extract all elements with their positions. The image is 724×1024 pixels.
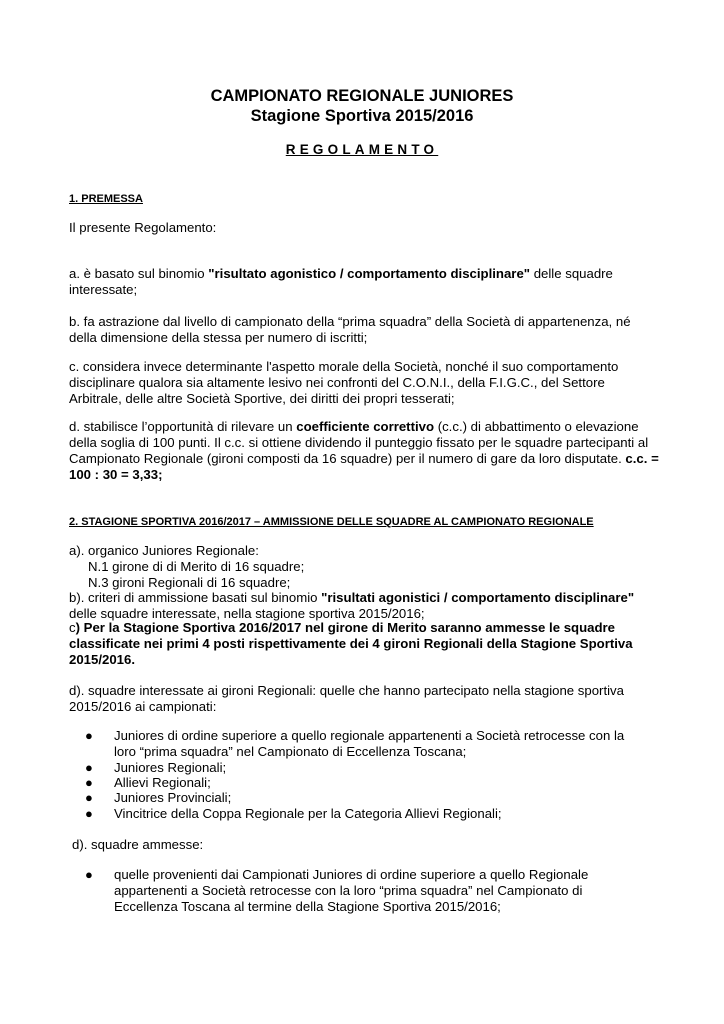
bullet-icon: ● [85,806,93,821]
list-item: Juniores Provinciali; [114,790,232,805]
paragraph-a: a. è basato sul binomio "risultato agonistico / comportamento disciplinare" delle squadre interessate; [69,266,613,297]
paragraph-2d: d). squadre interessate ai gironi Regionali: quelle che hanno partecipato nella stagione sportiva 2015/2016 ai campionati: [69,683,624,714]
squadre-ammesse-line: d). squadre ammesse: [72,837,204,852]
paragraph-2c: c) Per la Stagione Sportiva 2016/2017 nel girone di Merito saranno ammesse le squadre classificate nei primi 4 posti rispettivamente dei 4 gironi Regionali della Stagione Sportiva 2015/2016. [69,620,633,667]
list-item: Juniores di ordine superiore a quello regionale appartenenti a Società retrocesse con la loro “prima squadra” nel Campionato di Eccellenza Toscana; [114,728,625,759]
list-item: Juniores Regionali; [114,760,227,775]
bullet-icon: ● [85,728,93,743]
list-item: quelle provenienti dai Campionati Juniores di ordine superiore a quello Regionale appartenenti a Società retrocesse con la loro “prima squadra” nel Campionato di Eccellenza Toscana al termine della Stagione Sportiva 2015/2016; [114,867,589,914]
paragraph-c: c. considera invece determinante l'aspetto morale della Società, nonché il suo comportamento disciplinare qualora sia altamente lesivo nei confronti del C.O.N.I., della F.I.G.C., del Settore Arbitrale, delle altre Società Sportive, dei diritti dei propri tesserati; [69,359,619,406]
bullet-icon: ● [85,790,93,805]
list-item: Allievi Regionali; [114,775,211,790]
regolamento-heading: REGOLAMENTO [285,142,439,157]
bullet-icon: ● [85,760,93,775]
section-1-heading: 1. PREMESSA [69,193,143,205]
section-2-heading: 2. STAGIONE SPORTIVA 2016/2017 – AMMISSIONE DELLE SQUADRE AL CAMPIONATO REGIONALE [69,516,594,528]
paragraph-2b: b). criteri di ammissione basati sul binomio "risultati agonistici / comportamento disciplinare" delle squadre interessate, nella stagione sportiva 2015/2016; [69,590,635,621]
document-title: CAMPIONATO REGIONALE JUNIORES [210,87,514,105]
organico-line: a). organico Juniores Regionale: [69,543,259,558]
intro-paragraph: Il presente Regolamento: [69,220,217,235]
document-subtitle: Stagione Sportiva 2015/2016 [250,107,474,125]
paragraph-d: d. stabilisce l’opportunità di rilevare un coefficiente correttivo (c.c.) di abbattimento o elevazione della soglia di 100 punti. Il c.c. si ottiene dividendo il punteggio fissato per le squadre partecipanti al Campionato Regionale (gironi composti da 16 squadre) per il numero di gare da loro disputate. c.c. = 100 : 30 = 3,33; [69,419,659,482]
bullet-icon: ● [85,867,93,882]
bullet-icon: ● [85,775,93,790]
list-item: Vincitrice della Coppa Regionale per la Categoria Allievi Regionali; [114,806,502,821]
paragraph-b: b. fa astrazione dal livello di campionato della “prima squadra” della Società di appartenenza, né della dimensione della stessa per numero di iscritti; [69,314,631,345]
regionali-line: N.3 gironi Regionali di 16 squadre; [88,575,291,590]
merito-line: N.1 girone di di Merito di 16 squadre; [88,559,305,574]
